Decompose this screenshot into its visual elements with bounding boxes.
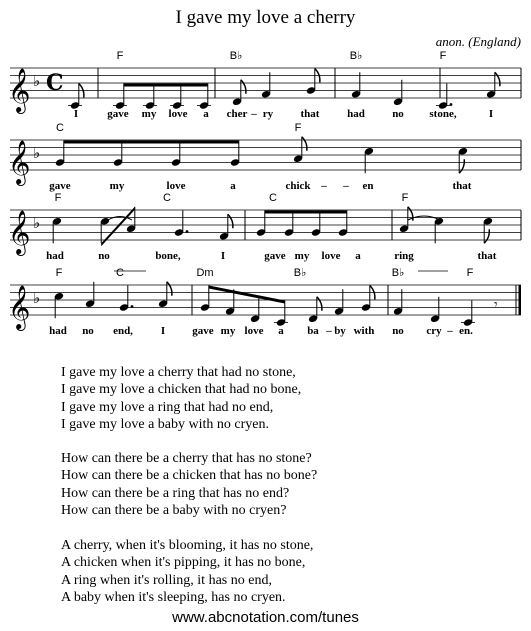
verse-line: A cherry, when it's blooming, it has no stone, <box>61 538 314 553</box>
note-flag <box>167 282 172 296</box>
dot <box>450 103 453 106</box>
lyric-syllable: no <box>82 325 94 337</box>
lyric-syllable: – <box>447 325 453 337</box>
lyric-syllable: cher <box>226 108 248 120</box>
chord-symbol: F <box>466 267 474 279</box>
verse-line: How can there be a baby with no cryen? <box>61 502 287 518</box>
chord-symbol: B♭ <box>293 267 307 279</box>
lyric-syllable: gave <box>49 180 71 192</box>
lyric-syllable: cry <box>426 325 442 337</box>
lyric-syllable: my <box>141 108 157 120</box>
chord-symbol: Dm <box>196 267 214 279</box>
lyric-syllable: with <box>353 325 375 337</box>
lyric-syllable: by <box>334 325 346 337</box>
lyric-syllable: I <box>160 325 166 337</box>
lyric-syllable: – <box>343 180 349 192</box>
treble-clef-icon: 𝄞 <box>8 285 31 329</box>
lyric-syllable: – <box>321 180 327 192</box>
lyric-syllable: my <box>294 250 310 262</box>
note-flag <box>495 72 500 86</box>
chord-symbol: F <box>55 267 63 279</box>
note-flag <box>459 159 464 173</box>
lyric-syllable: chick <box>285 180 311 192</box>
treble-clef-icon: 𝄞 <box>8 210 31 254</box>
lyric-syllable: ry <box>262 108 274 120</box>
dot <box>131 305 134 308</box>
dot <box>186 230 189 233</box>
lyric-syllable: love <box>168 108 188 120</box>
note-flag <box>241 80 246 94</box>
verse-line: I gave my love a chicken that had no bone, <box>61 382 302 398</box>
page-title: I gave my love a cherry <box>175 7 356 28</box>
tie <box>108 217 132 221</box>
note-flag <box>228 214 233 228</box>
lyric-syllable: had <box>46 250 64 262</box>
time-signature: C <box>46 70 64 96</box>
lyric-syllable: bone, <box>155 250 181 262</box>
note-flag <box>317 297 322 311</box>
lyric-syllable: a <box>230 180 236 192</box>
lyric-syllable: love <box>321 250 341 262</box>
lyric-syllable: ring <box>394 250 414 262</box>
lyric-syllable: stone, <box>429 108 457 120</box>
verse-line: I gave my love a baby with no cryen. <box>61 416 269 432</box>
lyric-syllable: a <box>203 108 209 120</box>
chord-symbol: F <box>401 192 409 204</box>
note-flag <box>484 229 489 243</box>
lyric-syllable: end, <box>113 325 133 337</box>
verse-line: A chicken when it's pipping, it has no bone, <box>61 555 306 571</box>
flat-icon: ♭ <box>33 72 41 90</box>
chord-symbol: C <box>163 192 171 204</box>
lyric-syllable: I <box>73 108 79 120</box>
note-beam <box>209 286 285 304</box>
chord-symbol: F <box>439 50 447 62</box>
treble-clef-icon: 𝄞 <box>8 68 31 112</box>
lyric-syllable: a <box>278 325 284 337</box>
lyric-syllable: – <box>251 108 257 120</box>
final-bar-line <box>519 285 522 315</box>
lyric-syllable: my <box>109 180 125 192</box>
chord-symbol: B♭ <box>391 267 405 279</box>
lyric-syllable: had <box>49 325 67 337</box>
lyric-syllable: en. <box>459 325 473 337</box>
chord-symbol: C <box>56 122 64 134</box>
treble-clef-icon: 𝄞 <box>8 140 31 184</box>
verse-2 <box>61 450 317 519</box>
note-beam <box>265 211 347 214</box>
lyric-syllable: that <box>300 108 320 120</box>
footer-link[interactable]: www.abcnotation.com/tunes <box>172 609 359 626</box>
lyric-syllable: no <box>98 250 110 262</box>
flat-icon: ♭ <box>33 289 41 307</box>
verse-line: How can there be a chicken that has no bone? <box>61 468 318 484</box>
lyric-syllable: I <box>220 250 226 262</box>
eighth-rest-icon: 𝄾 <box>494 297 498 313</box>
verse-line: I gave my love a ring that had no end, <box>61 399 274 415</box>
verse-line: I gave my love a cherry that had no stone, <box>61 365 296 380</box>
lyric-syllable: that <box>452 180 472 192</box>
composer-credit: anon. (England) <box>435 34 521 49</box>
verse-line: A baby when it's sleeping, has no cryen. <box>61 589 286 605</box>
lyric-syllable: no <box>392 325 404 337</box>
chord-symbol: B♭ <box>349 50 363 62</box>
verse-3 <box>61 537 313 606</box>
lyric-syllable: I <box>488 108 494 120</box>
note-flag <box>302 137 307 151</box>
chord-symbol: F <box>294 122 302 134</box>
verse-line: How can there be a ring that has no end? <box>61 485 290 501</box>
note-beam <box>64 141 239 144</box>
verse-line: How can there be a cherry that has no stone? <box>61 451 312 466</box>
chord-symbol: C <box>116 267 124 279</box>
flat-icon: ♭ <box>33 144 41 162</box>
lyric-syllable: that <box>477 250 497 262</box>
verse-line: A ring when it's rolling, it has no end, <box>61 572 272 588</box>
lyric-syllable: a <box>355 250 361 262</box>
verse-1 <box>61 364 301 433</box>
lyric-syllable: had <box>347 108 365 120</box>
lyric-syllable: gave <box>107 108 129 120</box>
lyric-syllable: my <box>220 325 236 337</box>
lyric-syllable: love <box>166 180 186 192</box>
chord-symbol: F <box>54 192 62 204</box>
lyric-syllable: – <box>326 325 332 337</box>
lyric-syllable: love <box>244 325 264 337</box>
chord-symbol: B♭ <box>229 50 243 62</box>
chord-symbol: F <box>116 50 124 62</box>
lyric-syllable: ba <box>307 325 319 337</box>
flat-icon: ♭ <box>33 214 41 232</box>
lyric-syllable: gave <box>264 250 286 262</box>
note-beam <box>124 84 208 87</box>
lyric-syllable: en <box>362 180 374 192</box>
lyric-syllable: gave <box>192 325 214 337</box>
chord-symbol: C <box>269 192 277 204</box>
lyric-syllable: no <box>392 108 404 120</box>
